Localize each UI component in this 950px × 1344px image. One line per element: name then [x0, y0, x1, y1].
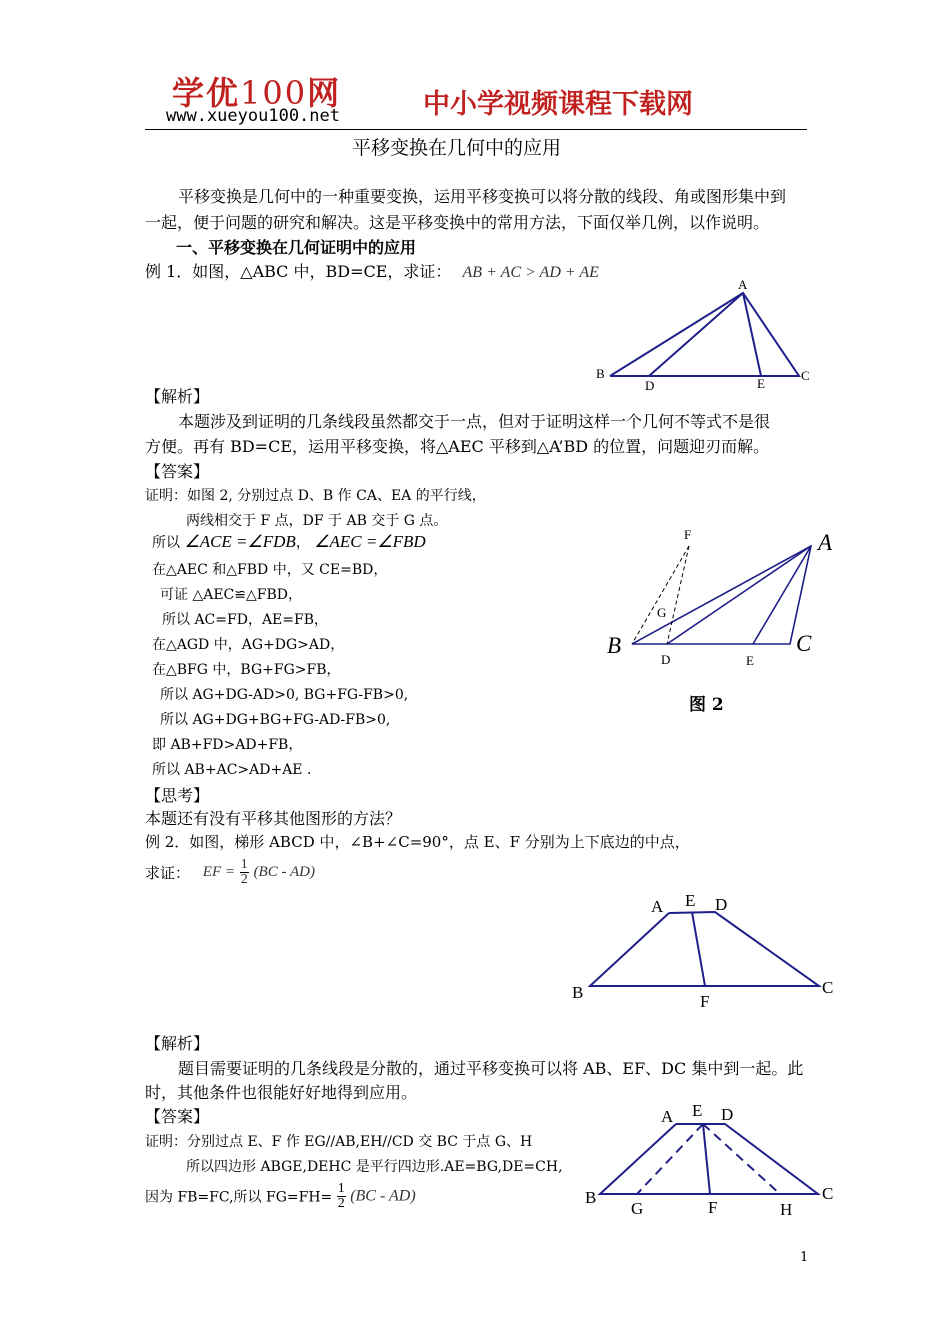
analysis-1-line-2: 方便。再有 BD=CE，运用平移变换，将△AEC 平移到△A’BD 的位置，问题迎刃而解。	[145, 437, 770, 456]
proof-1-line-4: 在△AEC 和△FBD 中，又 CE=BD，	[152, 562, 388, 578]
proof-1-line-7: 在△AGD 中，AG+DG>AD，	[152, 637, 345, 653]
fig4-label-b: B	[585, 1188, 597, 1207]
answer-heading-1: 【答案】	[145, 462, 210, 481]
fig4-label-f: F	[708, 1198, 718, 1217]
proof-1-line-10: 所以 AG+DG+BG+FG-AD-FB>0,	[160, 712, 391, 728]
proof-2-line-2: 所以四边形 ABGE,DEHC 是平行四边形.AE=BG,DE=CH,	[186, 1159, 563, 1175]
thinking-heading: 【思考】	[145, 786, 210, 805]
triangle-abc-2	[632, 546, 811, 644]
answer-heading-2: 【答案】	[145, 1107, 210, 1126]
fig3-label-a: A	[651, 897, 664, 916]
label-b: B	[596, 366, 605, 381]
fig3-label-d: D	[715, 895, 728, 914]
fig4-label-a: A	[661, 1107, 674, 1126]
segment-df	[667, 546, 689, 644]
section-heading: 一、平移变换在几何证明中的应用	[176, 238, 417, 257]
figure-2-caption: 图 2	[689, 695, 724, 715]
fig2-label-b: B	[607, 633, 622, 658]
segment-ad-2	[667, 546, 811, 644]
example-2-claim	[145, 858, 315, 887]
example-2-fraction-den: 2	[240, 872, 248, 887]
figure-2	[600, 522, 845, 672]
proof-1-line-8: 在△BFG 中，BG+FG>FB，	[152, 662, 341, 678]
page-title: 平移变换在几何中的应用	[352, 137, 562, 159]
proof-1-angle-2: ∠AEC =∠FBD	[314, 532, 426, 551]
figure-1	[590, 275, 820, 395]
fig3-label-c: C	[822, 978, 834, 997]
segment-ef	[692, 912, 705, 986]
page-number: 1	[800, 1250, 809, 1265]
header-rule	[145, 129, 807, 130]
fig2-label-a: A	[818, 530, 833, 555]
proof-1-line-2: 两线相交于 F 点，DF 于 AB 交于 G 点。	[186, 513, 448, 529]
logo-num: 100	[240, 74, 308, 112]
figure-3	[565, 888, 845, 1013]
label-c: C	[801, 368, 810, 383]
proof-1-angle-1: ∠ACE =∠FDB	[184, 532, 296, 551]
analysis-2-line-2: 时，其他条件也很能好好地得到应用。	[145, 1083, 418, 1102]
proof-1-comma: ，	[295, 535, 310, 551]
label-e: E	[757, 376, 765, 391]
fig2-label-c: C	[796, 631, 812, 656]
example-2-qiuzheng: 求证：	[145, 864, 191, 882]
fig4-label-c: C	[822, 1184, 834, 1203]
logo-url[interactable]: www.xueyou100.net	[166, 106, 340, 126]
fig2-label-g: G	[657, 605, 667, 620]
proof-1-line-3	[152, 532, 426, 552]
triangle-abc	[610, 293, 799, 376]
analysis-heading-1: 【解析】	[145, 387, 210, 406]
thinking-text: 本题还有没有平移其他图形的方法？	[145, 809, 402, 828]
example-2-fraction	[240, 858, 249, 887]
proof-1-line-12: 所以 AB+AC>AD+AE .	[152, 762, 312, 778]
example-2-formula-lhs: EF =	[202, 864, 235, 880]
proof-2-line-3	[145, 1182, 416, 1211]
proof-2-fraction-den: 2	[337, 1196, 345, 1211]
fig4-label-d: D	[721, 1105, 734, 1124]
fig2-label-f: F	[684, 527, 692, 542]
fig2-label-e: E	[746, 653, 754, 668]
intro-line-1: 平移变换是几何中的一种重要变换，运用平移变换可以将分散的线段、角或图形集中到	[178, 187, 787, 206]
example-1-statement: 例 1．如图，△ABC 中，BD=CE，求证：	[145, 262, 452, 281]
example-2-fraction-num: 1	[240, 857, 248, 872]
fig3-label-e: E	[685, 891, 696, 910]
proof-2-fraction-num: 1	[337, 1181, 345, 1196]
proof-2-fraction	[337, 1182, 346, 1211]
proof-1-line-9: 所以 AG+DG-AD>0, BG+FG-FB>0,	[160, 687, 409, 703]
proof-2-text: 因为 FB=FC,所以 FG=FH=	[145, 1189, 333, 1206]
example-1-text	[145, 259, 599, 282]
trapezoid-abcd	[590, 912, 819, 986]
fig4-label-h: H	[780, 1200, 793, 1219]
proof-1-line-1: 证明：如图 2, 分别过点 D、B 作 CA、EA 的平行线，	[145, 488, 486, 504]
fig3-label-f: F	[700, 992, 710, 1011]
example-1-formula: AB + AC > AD + AE	[462, 264, 599, 281]
fig3-label-b: B	[572, 983, 584, 1002]
example-2-formula-rhs: (BC - AD)	[253, 864, 315, 880]
proof-1-suoyi: 所以	[152, 535, 180, 551]
fig4-label-e: E	[692, 1101, 703, 1120]
segment-ef-2	[703, 1124, 710, 1194]
example-2-text: 例 2．如图，梯形 ABCD 中，∠B+∠C=90°，点 E、F 分别为上下底边的中点，	[145, 833, 690, 851]
segment-eg	[637, 1124, 703, 1194]
segment-eh	[703, 1124, 780, 1194]
analysis-heading-2: 【解析】	[145, 1034, 210, 1053]
label-d: D	[645, 378, 655, 393]
label-a: A	[738, 277, 748, 292]
proof-2-line-1: 证明：分别过点 E、F 作 EG//AB,EH//CD 交 BC 于点 G、H	[145, 1134, 533, 1150]
fig2-label-d: D	[661, 652, 671, 667]
logo-cn: 学优	[172, 74, 241, 112]
proof-1-line-11: 即 AB+FD>AD+FB，	[152, 737, 303, 753]
figure-4	[575, 1097, 845, 1222]
segment-ae-2	[753, 546, 811, 644]
proof-1-line-5: 可证 △AEC≌△FBD，	[160, 587, 302, 603]
analysis-1-line-1: 本题涉及到证明的几条线段虽然都交于一点，但对于证明这样一个几何不等式不是很	[178, 412, 771, 431]
slogan: 中小学视频课程下载网	[423, 89, 693, 120]
fig4-label-g: G	[631, 1199, 644, 1218]
intro-line-2: 一起，便于问题的研究和解决。这是平移变换中的常用方法，下面仅举几例，以作说明。	[145, 213, 770, 232]
proof-1-line-6: 所以 AC=FD，AE=FB，	[162, 612, 329, 628]
analysis-2-line-1: 题目需要证明的几条线段是分散的，通过平移变换可以将 AB、EF、DC 集中到一起。此	[178, 1059, 804, 1078]
proof-2-rhs: (BC - AD)	[350, 1187, 416, 1205]
segment-ad	[649, 293, 743, 376]
logo-net: 网	[307, 74, 342, 112]
